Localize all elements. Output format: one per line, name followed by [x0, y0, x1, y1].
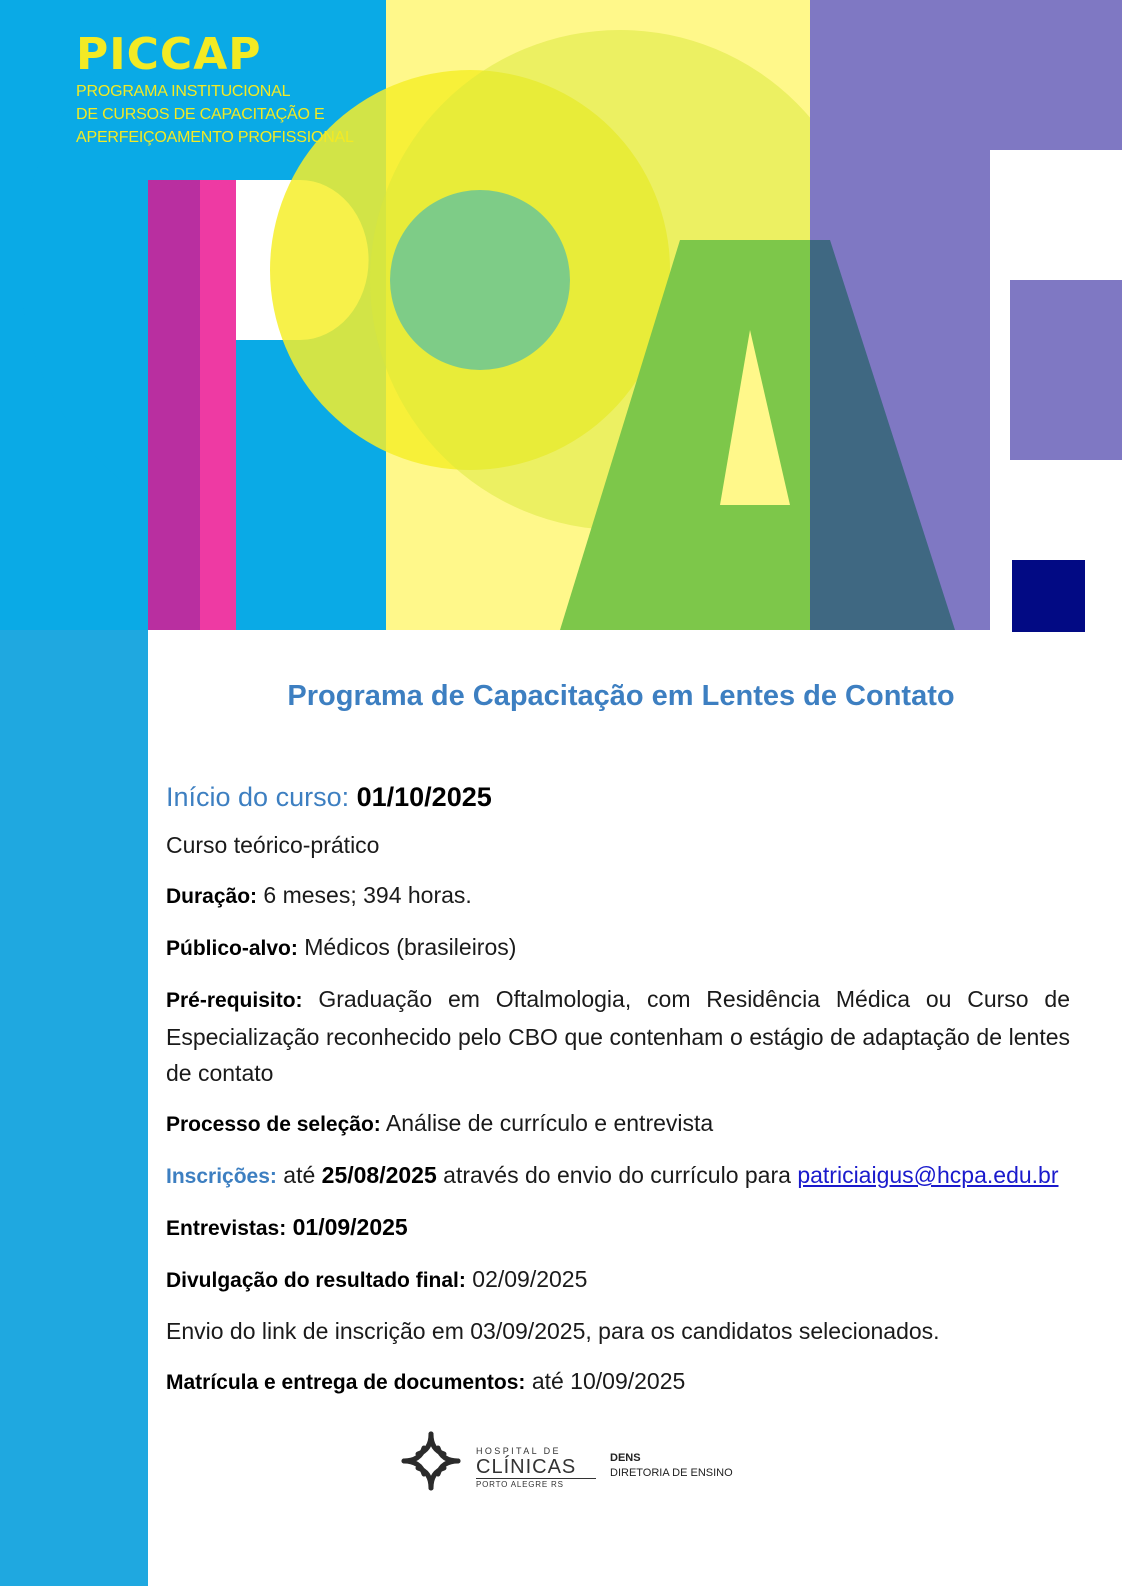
piccap-logo: [76, 30, 354, 149]
hcpa-emblem-icon: [398, 1428, 464, 1494]
registration-date: 25/08/2025: [321, 1162, 437, 1188]
course-details: [166, 780, 1070, 1401]
selection-row: [166, 1105, 1070, 1143]
enrollment-label: Matrícula e entrega de documentos:: [166, 1371, 526, 1394]
dens-logo: [610, 1451, 733, 1481]
audience-label: Público-alvo:: [166, 937, 298, 960]
registration-row: [166, 1157, 1070, 1195]
magenta-p-stem-shade: [148, 180, 200, 630]
piccap-title: PICCAP: [76, 29, 262, 80]
hcpa-wordmark: [476, 1446, 596, 1491]
audience-value: Médicos (brasileiros): [304, 934, 517, 960]
interviews-value: 01/09/2025: [292, 1214, 408, 1240]
hcpa-line-2: CLÍNICAS: [476, 1456, 596, 1479]
start-date-label: Início do curso:: [166, 782, 350, 812]
interviews-row: [166, 1209, 1070, 1247]
dens-full-name: DIRETORIA DE ENSINO: [610, 1467, 733, 1479]
prerequisite-row: [166, 981, 1070, 1091]
registration-until: até: [283, 1162, 316, 1188]
results-label: Divulgação do resultado final:: [166, 1269, 466, 1292]
hcpa-line-3: PORTO ALEGRE RS: [476, 1480, 564, 1489]
prerequisite-value: Graduação em Oftalmologia, com Residência Médica ou Curso de Especialização reconhecido pelo CBO que contenham o estágio de adaptação de lentes de contato: [166, 986, 1070, 1086]
selection-value: Análise de currículo e entrevista: [385, 1110, 714, 1136]
hcpa-line-1: HOSPITAL DE: [476, 1446, 561, 1456]
duration-value: 6 meses; 394 horas.: [263, 882, 472, 908]
duration-row: [166, 877, 1070, 915]
selection-label: Processo de seleção:: [166, 1113, 381, 1136]
piccap-subtitle-line-2: DE CURSOS DE CAPACITAÇÃO E: [76, 106, 325, 123]
piccap-subtitle-line-3: APERFEIÇOAMENTO PROFISSIONAL: [76, 129, 354, 146]
audience-row: [166, 929, 1070, 967]
results-value: 02/09/2025: [472, 1266, 588, 1292]
prerequisite-label: Pré-requisito:: [166, 989, 303, 1012]
course-type: Curso teórico-prático: [166, 832, 380, 858]
start-date-value: 01/10/2025: [356, 782, 492, 812]
piccap-subtitle-line-1: PROGRAMA INSTITUCIONAL: [76, 83, 291, 100]
start-date-row: [166, 780, 1070, 814]
link-sending-row: Envio do link de inscrição em 03/09/2025, para os candidatos selecionados.: [166, 1318, 940, 1344]
enrollment-row: [166, 1363, 1070, 1401]
enrollment-value: até 10/09/2025: [531, 1368, 686, 1394]
registration-label: Inscrições:: [166, 1165, 277, 1188]
interviews-label: Entrevistas:: [166, 1217, 287, 1240]
dens-abbreviation: DENS: [610, 1452, 641, 1464]
duration-label: Duração:: [166, 885, 258, 908]
results-row: [166, 1261, 1070, 1299]
registration-email-link[interactable]: patriciaigus@hcpa.edu.br: [797, 1162, 1059, 1188]
course-title: Programa de Capacitação em Lentes de Contato: [287, 680, 955, 712]
registration-text: através do envio do currículo para: [443, 1162, 791, 1188]
